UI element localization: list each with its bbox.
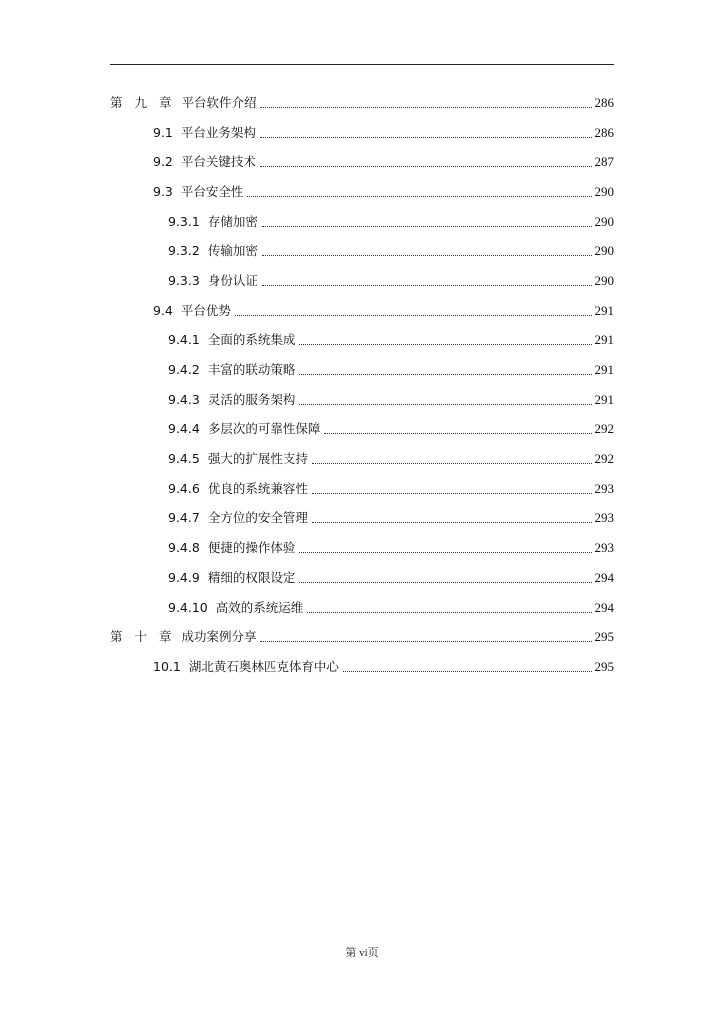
toc-entry-number: 9.4.7 [168, 510, 200, 526]
toc-entry-number: 9.4.5 [168, 451, 200, 467]
toc-dot-leader [312, 492, 592, 494]
toc-section-entry[interactable] [0, 415, 724, 445]
toc-section-entry[interactable] [0, 177, 724, 207]
toc-section-entry[interactable] [0, 355, 724, 385]
toc-entry-number: 9.3.2 [168, 243, 200, 259]
toc-entry-title: 灵活的服务架构 [207, 391, 296, 407]
toc-section-entry[interactable] [0, 504, 724, 534]
toc-dot-leader [307, 611, 591, 613]
toc-entry-number: 9.4.9 [168, 569, 200, 585]
toc-dot-leader [262, 284, 592, 286]
toc-entry-page: 294 [594, 569, 614, 585]
toc-entry-page: 295 [594, 658, 614, 674]
toc-section-entry[interactable] [0, 118, 724, 148]
toc-entry-title: 便捷的操作体验 [207, 540, 296, 556]
toc-section-entry[interactable] [0, 207, 724, 237]
toc-entry-title: 存储加密 [207, 213, 258, 229]
toc-section-entry[interactable] [0, 266, 724, 296]
toc-chapter-entry[interactable] [0, 88, 724, 118]
toc-entry-page: 291 [594, 332, 614, 348]
toc-entry-number: 10.1 [153, 658, 181, 674]
toc-entry-number: 9.4.6 [168, 480, 200, 496]
toc-entry-page: 290 [594, 213, 614, 229]
toc-dot-leader [299, 343, 591, 345]
page-number-label: 第 vi页 [345, 947, 379, 959]
toc-entry-title: 强大的扩展性支持 [207, 451, 308, 467]
toc-entry-page: 292 [594, 451, 614, 467]
toc-entry-title: 优良的系统兼容性 [207, 480, 308, 496]
toc-entry-page: 292 [594, 421, 614, 437]
toc-entry-page: 293 [594, 510, 614, 526]
toc-section-entry[interactable] [0, 236, 724, 266]
toc-entry-title: 湖北黄石奥林匹克体育中心 [188, 658, 339, 674]
toc-entry-page: 293 [594, 480, 614, 496]
toc-entry-page: 286 [594, 94, 614, 110]
toc-entry-title: 多层次的可靠性保障 [207, 421, 321, 437]
toc-entry-title: 平台关键技术 [180, 154, 256, 170]
toc-entry-page: 290 [594, 243, 614, 259]
toc-dot-leader [260, 640, 591, 642]
toc-entry-page: 291 [594, 362, 614, 378]
toc-section-entry[interactable] [0, 474, 724, 504]
toc-entry-number: 第 九 章 [110, 94, 176, 110]
toc-dot-leader [324, 432, 591, 434]
toc-entry-number: 9.2 [153, 154, 173, 170]
toc-entry-title: 精细的权限设定 [207, 569, 296, 585]
toc-chapter-entry[interactable] [0, 622, 724, 652]
toc-entry-title: 平台业务架构 [180, 124, 256, 140]
toc-dot-leader [260, 136, 592, 138]
toc-entry-title: 平台优势 [180, 302, 231, 318]
toc-entry-number: 9.3.3 [168, 272, 200, 288]
toc-section-entry[interactable] [0, 533, 724, 563]
toc-entry-page: 291 [594, 391, 614, 407]
toc-entry-number: 9.4.4 [168, 421, 200, 437]
toc-entry-number: 第 十 章 [110, 629, 176, 645]
toc-dot-leader [235, 314, 592, 316]
toc-section-entry[interactable] [0, 296, 724, 326]
toc-entry-page: 287 [594, 154, 614, 170]
toc-entry-number: 9.4.2 [168, 362, 200, 378]
toc-dot-leader [262, 254, 592, 256]
toc-dot-leader [262, 225, 592, 227]
toc-section-entry[interactable] [0, 385, 724, 415]
toc-section-entry[interactable] [0, 326, 724, 356]
toc-entry-title: 丰富的联动策略 [207, 362, 296, 378]
toc-dot-leader [299, 551, 591, 553]
toc-entry-number: 9.4.10 [168, 599, 208, 615]
page-footer [0, 944, 724, 960]
toc-entry-number: 9.1 [153, 124, 173, 140]
toc-entry-number: 9.4.3 [168, 391, 200, 407]
toc-dot-leader [260, 106, 591, 108]
toc-entry-page: 295 [594, 629, 614, 645]
toc-section-entry[interactable] [0, 563, 724, 593]
toc-dot-leader [312, 521, 592, 523]
toc-section-entry[interactable] [0, 147, 724, 177]
toc-entry-page: 291 [594, 302, 614, 318]
toc-entry-page: 290 [594, 272, 614, 288]
toc-section-entry[interactable] [0, 593, 724, 623]
toc-dot-leader [299, 403, 591, 405]
toc-entry-title: 高效的系统运维 [215, 599, 304, 615]
toc-entry-title: 成功案例分享 [181, 629, 257, 645]
toc-dot-leader [260, 165, 592, 167]
toc-entry-number: 9.3.1 [168, 213, 200, 229]
header-rule [110, 64, 614, 65]
toc-entry-title: 身份认证 [207, 272, 258, 288]
toc-entry-title: 全方位的安全管理 [207, 510, 308, 526]
toc-entry-number: 9.3 [153, 183, 173, 199]
toc-entry-page: 290 [594, 183, 614, 199]
toc-entry-page: 294 [594, 599, 614, 615]
toc-entry-number: 9.4.8 [168, 540, 200, 556]
toc-dot-leader [247, 195, 591, 197]
toc-dot-leader [299, 581, 591, 583]
toc-entry-page: 286 [594, 124, 614, 140]
toc-section-entry[interactable] [0, 652, 724, 682]
table-of-contents [0, 88, 724, 682]
toc-entry-title: 传输加密 [207, 243, 258, 259]
toc-dot-leader [312, 462, 592, 464]
toc-entry-title: 平台安全性 [180, 183, 244, 199]
toc-section-entry[interactable] [0, 444, 724, 474]
toc-dot-leader [299, 373, 591, 375]
toc-dot-leader [343, 670, 592, 672]
toc-entry-page: 293 [594, 540, 614, 556]
toc-entry-number: 9.4.1 [168, 332, 200, 348]
toc-entry-title: 全面的系统集成 [207, 332, 296, 348]
toc-entry-number: 9.4 [153, 302, 173, 318]
toc-entry-title: 平台软件介绍 [181, 94, 257, 110]
